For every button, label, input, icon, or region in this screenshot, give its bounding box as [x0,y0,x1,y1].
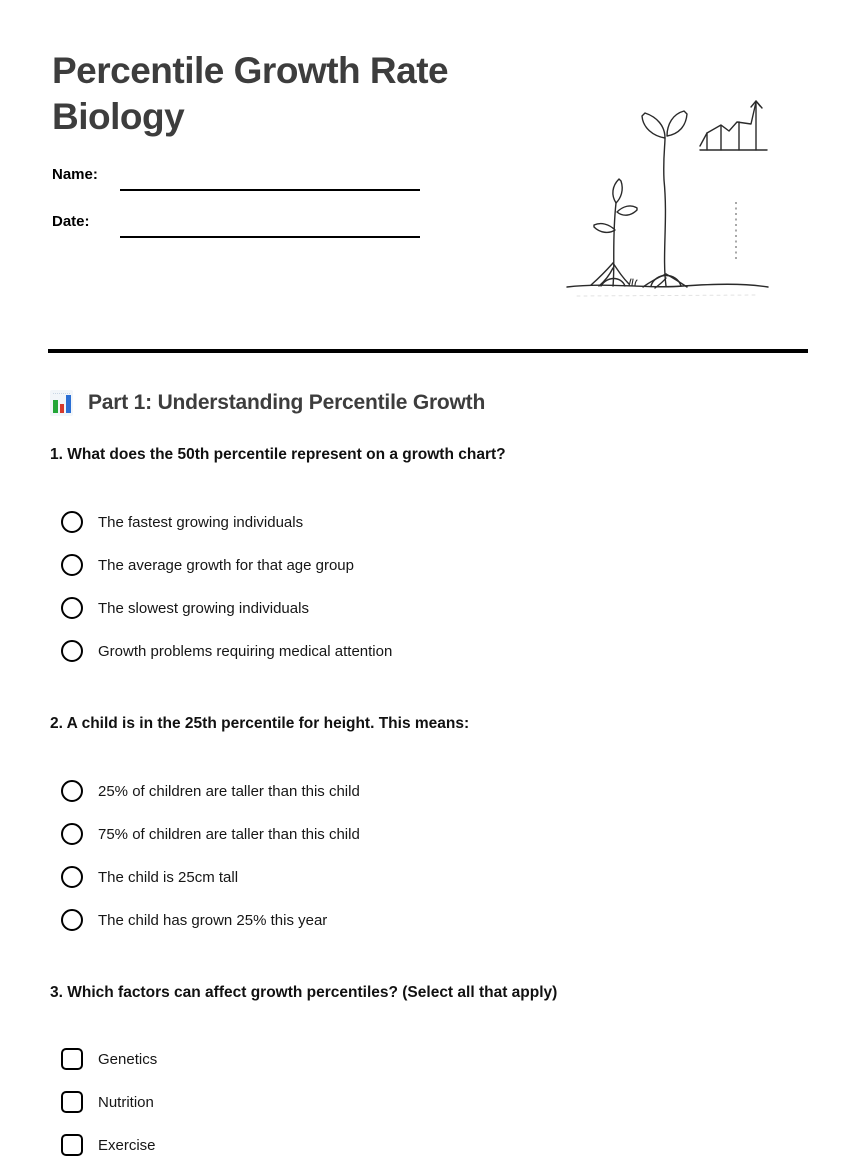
q3-option-3-checkbox[interactable] [61,1134,83,1156]
q2-option-2-radio[interactable] [61,823,83,845]
name-input-line[interactable] [120,189,420,191]
growth-illustration [563,90,775,305]
ground-line-icon [567,284,768,287]
seedling-small-icon [591,179,637,286]
part1-header [50,390,485,416]
page-title: Percentile Growth Rate Biology [52,50,449,137]
q1-option-1-radio[interactable] [61,511,83,533]
q1-option-3-radio[interactable] [61,597,83,619]
q3-option-1-label: Genetics [98,1050,158,1068]
name-label: Name: [52,166,98,183]
q1-option-2 [61,554,354,576]
q1-option-4-radio[interactable] [61,640,83,662]
seedling-tall-icon [642,111,687,288]
date-input-line[interactable] [120,236,420,238]
q1-option-2-label: The average growth for that age group [98,556,354,574]
q3-option-1 [61,1048,157,1070]
bar-chart-emoji-icon [50,390,73,416]
q2-option-3-radio[interactable] [61,866,83,888]
q1-option-4-label: Growth problems requiring medical attention [98,642,393,660]
q1-option-1 [61,511,303,533]
q2-option-4-label: The child has grown 25% this year [98,911,328,929]
q1-option-1-label: The fastest growing individuals [98,513,304,531]
q2-option-4-radio[interactable] [61,909,83,931]
q3-option-3 [61,1134,156,1156]
part1-title: Part 1: Understanding Percentile Growth [88,391,486,414]
q2-option-3 [61,866,238,888]
q2-option-4 [61,909,327,931]
q1-option-4 [61,640,392,662]
q2-option-1-radio[interactable] [61,780,83,802]
q3-option-1-checkbox[interactable] [61,1048,83,1070]
question-2-text: 2. A child is in the 25th percentile for height. This means: [50,715,470,732]
q3-option-2 [61,1091,154,1113]
q1-option-2-radio[interactable] [61,554,83,576]
q3-option-2-label: Nutrition [98,1093,154,1111]
q2-option-2-label: 75% of children are taller than this child [98,825,360,843]
date-label: Date: [52,213,90,230]
question-1-text: 1. What does the 50th percentile represent on a growth chart? [50,446,506,463]
section-divider [48,349,808,353]
grass-tuft-icon [629,279,637,286]
q2-option-1-label: 25% of children are taller than this child [98,782,360,800]
q1-option-3-label: The slowest growing individuals [98,599,309,617]
q2-option-3-label: The child is 25cm tall [98,868,239,886]
q3-option-2-checkbox[interactable] [61,1091,83,1113]
q1-option-3 [61,597,309,619]
question-3-text: 3. Which factors can affect growth percentiles? (Select all that apply) [50,984,558,1001]
q3-option-3-label: Exercise [98,1136,156,1154]
rising-growth-chart-icon [700,101,767,150]
q2-option-1 [61,780,360,802]
q2-option-2 [61,823,360,845]
